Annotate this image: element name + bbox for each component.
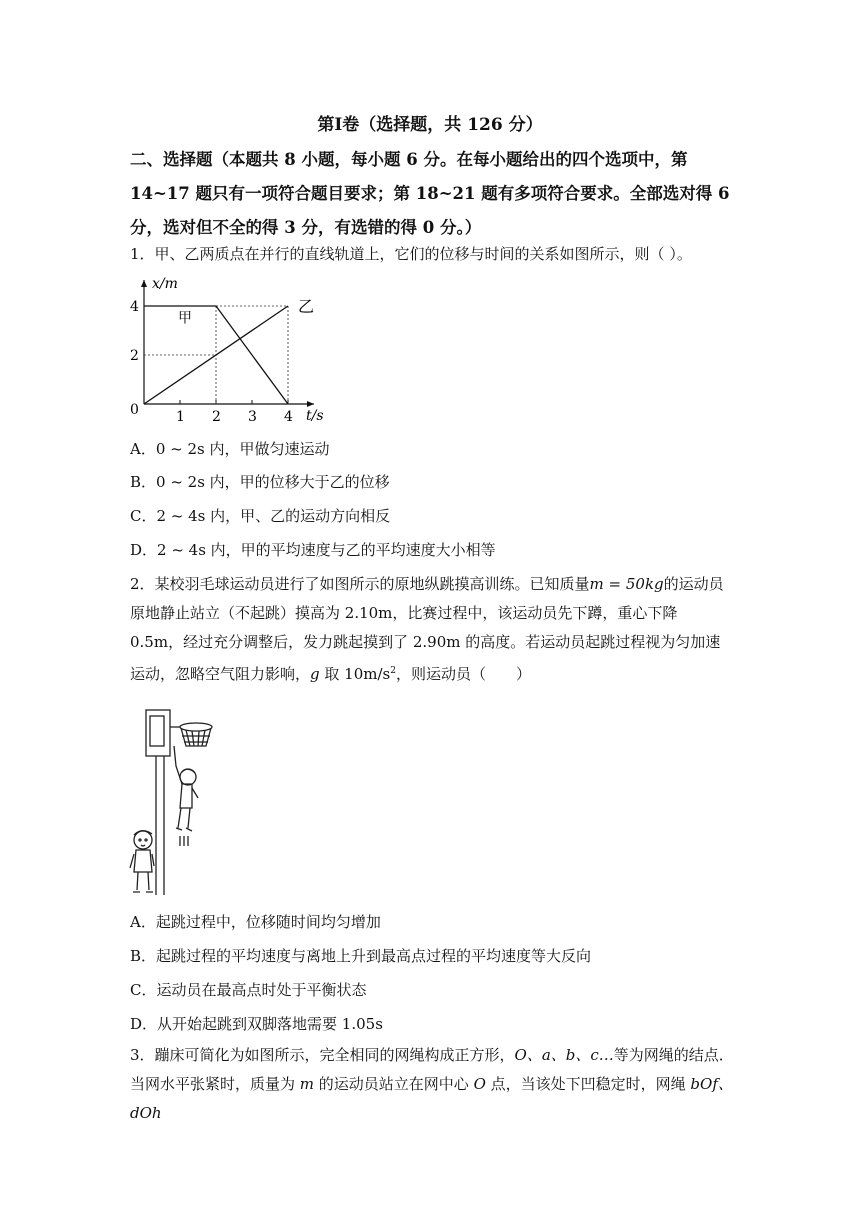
- q2-stem-c: 取 10m/s: [319, 665, 391, 683]
- q3-nodes: O、a、b、c…: [514, 1046, 614, 1064]
- series-label-jia: 甲: [178, 310, 192, 327]
- q2-stem-b: 的运动员原地静止站立（不起跳）摸高为 2.10m，比赛过程中，该运动员先下蹲，重心下降 0.5m，经过充分调整后，发力跳起摸到了 2.90m 的高度。若运动员起跳过程视为匀加速运动，忽略空气阻力影响，: [130, 575, 724, 683]
- q3-part2: 等为网绳的结点．当网水平张紧时，质量为: [130, 1046, 734, 1093]
- q2-g: g: [310, 665, 320, 683]
- x-tick-label: 4: [284, 409, 293, 425]
- origin-label: 0: [130, 402, 139, 418]
- q2-option-c: C．运动员在最高点时处于平衡状态: [130, 981, 367, 999]
- q3-O: O: [473, 1075, 486, 1093]
- q2-option-d: D．从开始起跳到双脚落地需要 1.05s: [130, 1015, 383, 1033]
- q1-stem: 1．甲、乙两质点在并行的直线轨道上，它们的位移与时间的关系如图所示，则（ ）。: [130, 245, 692, 263]
- q1-option-b: B．0 ~ 2s 内，甲的位移大于乙的位移: [130, 473, 390, 491]
- q2-mass: m = 50kg: [589, 575, 664, 593]
- q3-m: m: [299, 1075, 315, 1093]
- q2-stem: [130, 570, 734, 689]
- x-axis-label: t/s: [306, 408, 324, 424]
- q1-option-c: C．2 ~ 4s 内，甲、乙的运动方向相反: [130, 507, 391, 525]
- section-instructions: 二、选择题（本题共 8 小题，每小题 6 分。在每小题给出的四个选项中，第 14~17 题只有一项符合题目要求；第 18~21 题有多项符合要求。全部选对得 6 分，选对但不全的得 3 分，有选错的得 0 分。）: [130, 150, 730, 237]
- q2-sq: 2: [390, 666, 396, 676]
- y-tick-label: 4: [130, 299, 139, 315]
- q3-part4: 点，当该处下凹稳定时，网绳: [485, 1075, 691, 1093]
- x-tick-label: 3: [248, 409, 257, 425]
- q3-ropes: bOf、dOh: [130, 1075, 733, 1122]
- q2-stem-a: 2．某校羽毛球运动员进行了如图所示的原地纵跳摸高训练。已知质量: [130, 575, 590, 593]
- q2-option-a: A．起跳过程中，位移随时间均匀增加: [130, 913, 381, 931]
- q2-stem-d: ，则运动员（ ）: [395, 665, 531, 683]
- y-axis-arrow: [141, 280, 147, 287]
- y-tick-label: 2: [130, 348, 139, 364]
- paper-title: 第Ⅰ卷（选择题，共 126 分）: [317, 115, 543, 135]
- q1-option-a: A．0 ~ 2s 内，甲做匀速运动: [130, 440, 330, 458]
- x-tick-label: 2: [212, 409, 221, 425]
- y-axis-label: x/m: [152, 276, 178, 292]
- jump-training-illustration: [126, 700, 236, 900]
- series-label-yi: 乙: [298, 297, 315, 316]
- x-tick-label: 1: [176, 409, 185, 425]
- q3-stem: [130, 1041, 734, 1128]
- q2-option-b: B．起跳过程的平均速度与离地上升到最高点过程的平均速度等大反向: [130, 947, 592, 965]
- q1-option-d: D．2 ~ 4s 内，甲的平均速度与乙的平均速度大小相等: [130, 541, 496, 559]
- q3-part3: 的运动员站立在网中心: [314, 1075, 474, 1093]
- q1-xt-graph: [124, 272, 344, 432]
- x-axis-arrow: [307, 401, 314, 407]
- q3-part1: 3．蹦床可简化为如图所示，完全相同的网绳构成正方形，: [130, 1046, 515, 1064]
